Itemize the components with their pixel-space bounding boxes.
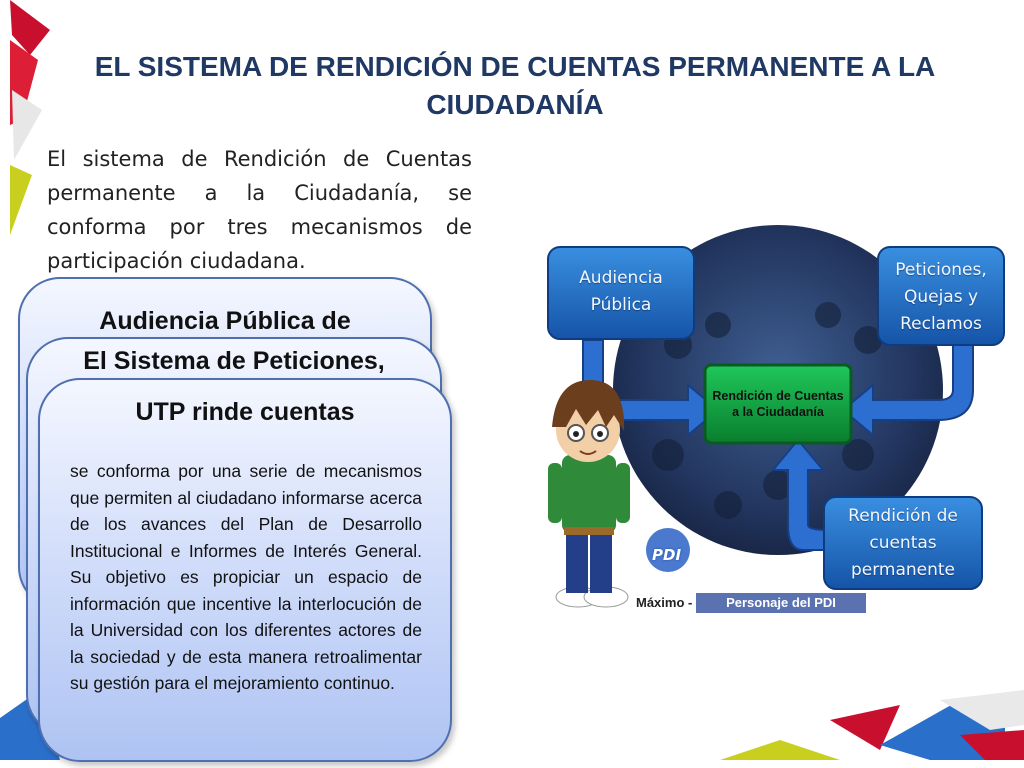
- character-tag: Personaje del PDI: [696, 593, 866, 613]
- card-title: El Sistema de Peticiones,: [83, 347, 385, 375]
- label-line: permanente: [850, 560, 956, 580]
- label-line: Audiencia: [579, 268, 663, 288]
- box-label-audiencia: [548, 265, 694, 319]
- rendicion-diagram: [528, 205, 1018, 625]
- card-utp-rinde-cuentas: [38, 378, 452, 762]
- label-line: Rendición de Cuentas: [712, 389, 844, 403]
- label-line: Quejas y: [903, 287, 979, 307]
- label-line: Peticiones,: [895, 260, 987, 280]
- character-name: Máximo -: [636, 595, 693, 610]
- pdi-logo-text: PDI: [652, 546, 682, 564]
- center-label: [708, 388, 848, 420]
- card-title: UTP rinde cuentas: [135, 398, 355, 426]
- maximo-character: [548, 380, 630, 607]
- box-label-peticiones: [878, 257, 1004, 338]
- label-line: Pública: [590, 295, 652, 315]
- box-label-permanente: [824, 503, 982, 584]
- label-line: Rendición de: [848, 506, 958, 526]
- card-body: se conforma por una serie de mecanismos que permiten al ciudadano informarse acerca de los avances del Plan de Desarrollo Institucional e Informes de Interés General. Su objetivo es propiciar un espacio de información que incentive la interlocución de la Universidad con los diferentes actores de la sociedad y de esta manera retroalimentar su gestión para el mejoramiento continuo.: [70, 461, 422, 693]
- label-line: cuentas: [869, 533, 937, 553]
- slide-title: EL SISTEMA DE RENDICIÓN DE CUENTAS PERMANENTE A LA CIUDADANÍA: [94, 51, 936, 120]
- label-line: a la Ciudadanía: [732, 405, 824, 419]
- label-line: Reclamos: [900, 314, 982, 334]
- card-title: Audiencia Pública de: [99, 307, 351, 335]
- intro-paragraph: El sistema de Rendición de Cuentas permanente a la Ciudadanía, se conforma por tres mecanismos de participación ciudadana.: [47, 147, 472, 273]
